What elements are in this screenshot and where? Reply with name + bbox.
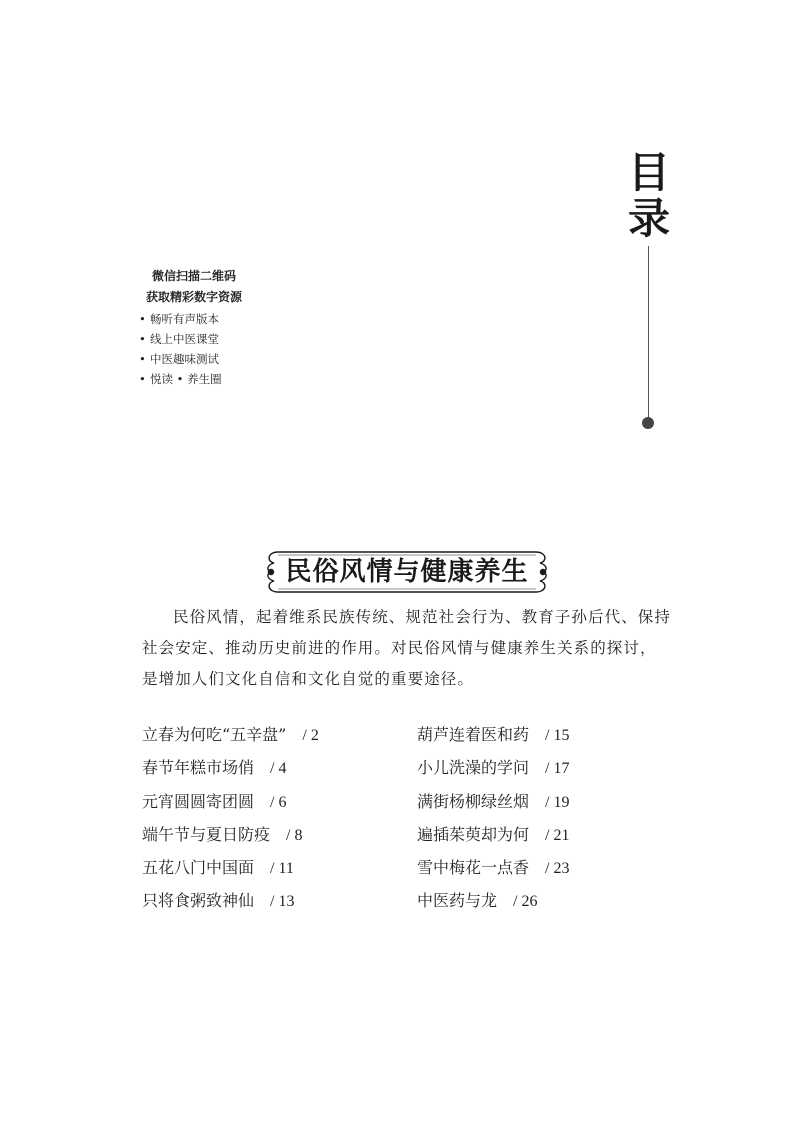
qr-resource-item: • 中医趣味测试 (138, 349, 268, 369)
toc-entry-title: 葫芦连着医和药 (417, 725, 530, 744)
toc-entry-title: 小儿洗澡的学问 (417, 758, 530, 778)
toc-entry-title: 中医药与龙 (417, 891, 498, 911)
toc-entry[interactable] (142, 785, 319, 818)
title-divider-dot (642, 417, 654, 429)
toc-entry-title: 遍插茱萸却为何 (417, 824, 530, 844)
toc-entry-page: / 6 (270, 793, 287, 811)
toc-entry[interactable] (417, 751, 569, 784)
toc-entry[interactable] (417, 851, 569, 884)
toc-entry-page: / 21 (545, 826, 570, 844)
section-title-banner (262, 545, 552, 599)
toc-entry-title: 春节年糕市场俏 (142, 758, 255, 778)
toc-entry-title: 立春为何吃“五辛盘” (142, 725, 287, 744)
toc-entry[interactable] (417, 884, 569, 917)
toc-entry-title: 只将食粥致神仙 (142, 891, 255, 911)
toc-entry-page: / 11 (270, 860, 294, 878)
toc-entry-page: / 4 (270, 760, 287, 778)
toc-entry[interactable] (142, 718, 319, 751)
toc-entry-title: 元宵圆圆寄团圆 (142, 791, 255, 811)
title-divider-line (648, 246, 649, 418)
toc-entry[interactable] (142, 751, 319, 784)
toc-list-left (142, 718, 319, 918)
toc-entry-page: / 26 (513, 893, 538, 911)
toc-entry[interactable] (142, 884, 319, 917)
qr-heading-line2: 获取精彩数字资源 (145, 290, 242, 304)
page-title (626, 150, 672, 242)
qr-resource-list (138, 309, 268, 389)
toc-entry-page: / 17 (545, 760, 570, 778)
qr-resource-item: • 畅听有声版本 (138, 309, 268, 329)
toc-entry-title: 端午节与夏日防疫 (142, 824, 271, 844)
toc-entry[interactable] (417, 785, 569, 818)
toc-entry-page: / 15 (545, 727, 570, 744)
toc-list-right (417, 718, 569, 918)
toc-entry-page: / 2 (302, 727, 319, 744)
qr-resource-item: • 线上中医课堂 (138, 329, 268, 349)
toc-entry[interactable] (417, 818, 569, 851)
toc-entry-page: / 23 (545, 860, 570, 878)
toc-entry[interactable] (142, 851, 319, 884)
toc-entry-title: 雪中梅花一点香 (417, 858, 530, 878)
toc-entry[interactable] (417, 718, 569, 751)
page-title-char-1: 目 (627, 148, 670, 197)
qr-resources-block (138, 266, 268, 389)
toc-entry[interactable] (142, 818, 319, 851)
toc-entry-page: / 8 (286, 826, 303, 844)
toc-entry-title: 五花八门中国面 (142, 858, 255, 878)
toc-entry-page: / 13 (270, 893, 295, 911)
toc-entry-title: 满街杨柳绿丝烟 (417, 791, 530, 811)
section-title: 民俗风情与健康养生 (285, 557, 529, 587)
qr-resource-item: • 悦读 • 养生圈 (138, 369, 268, 389)
qr-heading-line1: 微信扫描二维码 (151, 269, 236, 283)
page-title-char-2: 录 (627, 194, 670, 243)
section-intro-paragraph: 民俗风情，起着维系民族传统、规范社会行为、教育子孙后代、保持社会安定、推动历史前进的作用。对民俗风情与健康养生关系的探讨，是增加人们文化自信和文化自觉的重要途径。 (142, 608, 672, 688)
toc-entry-page: / 19 (545, 793, 570, 811)
